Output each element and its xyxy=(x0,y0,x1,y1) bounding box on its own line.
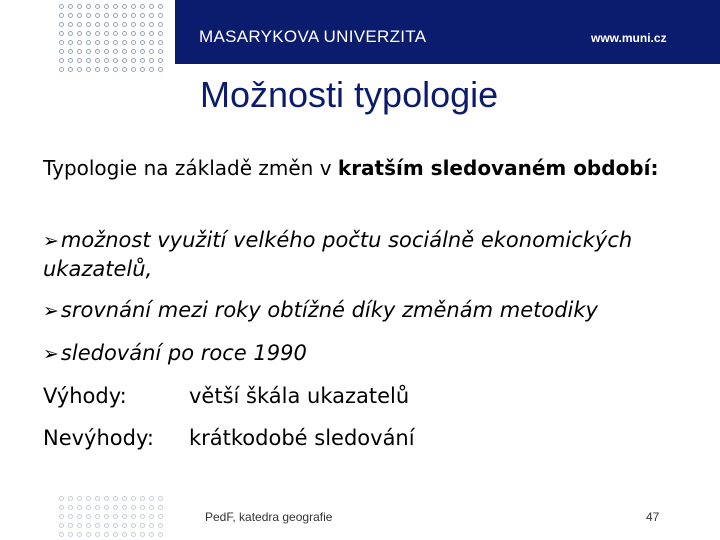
dot-icon xyxy=(86,40,91,45)
dot-icon xyxy=(122,58,127,63)
dot-icon xyxy=(158,40,163,45)
dot-icon xyxy=(149,58,154,63)
dot-icon xyxy=(86,4,91,9)
dot-icon xyxy=(86,22,91,27)
dot-icon xyxy=(59,40,64,45)
dot-icon xyxy=(68,505,73,510)
page-number: 47 xyxy=(646,510,660,524)
dot-icon xyxy=(140,505,145,510)
dot-icon xyxy=(59,514,64,519)
dot-icon xyxy=(68,31,73,36)
dot-icon xyxy=(131,4,136,9)
dot-icon xyxy=(131,505,136,510)
dot-icon xyxy=(131,58,136,63)
dot-icon xyxy=(158,22,163,27)
dot-icon xyxy=(113,67,118,72)
bullet-text: srovnání mezi roky obtížné díky změnám metodiky xyxy=(60,298,598,322)
dot-icon xyxy=(158,67,163,72)
dot-icon xyxy=(59,13,64,18)
dot-icon xyxy=(77,514,82,519)
dot-icon xyxy=(86,13,91,18)
dot-icon xyxy=(113,532,118,537)
dot-icon xyxy=(95,505,100,510)
dot-icon xyxy=(131,49,136,54)
dot-icon xyxy=(104,58,109,63)
arrow-bullet-icon: ➢ xyxy=(43,230,59,252)
dot-icon xyxy=(86,496,91,501)
dot-icon xyxy=(68,40,73,45)
bullet-item xyxy=(43,339,693,368)
dot-icon xyxy=(59,505,64,510)
dot-pattern-top-icon xyxy=(57,2,165,74)
dot-icon xyxy=(149,532,154,537)
dot-icon xyxy=(59,496,64,501)
dot-icon xyxy=(104,13,109,18)
dot-icon xyxy=(113,523,118,528)
dot-icon xyxy=(104,40,109,45)
dot-icon xyxy=(122,4,127,9)
intro-bold: kratším sledovaném období: xyxy=(337,156,659,180)
dot-icon xyxy=(77,31,82,36)
dot-icon xyxy=(59,49,64,54)
dot-icon xyxy=(104,31,109,36)
dot-icon xyxy=(140,532,145,537)
dot-icon xyxy=(158,31,163,36)
dot-icon xyxy=(122,505,127,510)
dot-icon xyxy=(131,523,136,528)
dot-icon xyxy=(77,58,82,63)
dot-icon xyxy=(113,40,118,45)
dot-icon xyxy=(122,49,127,54)
dot-icon xyxy=(122,13,127,18)
intro-prefix: Typologie na základě změn v xyxy=(43,156,338,180)
bullet-item xyxy=(43,226,693,283)
dot-icon xyxy=(140,13,145,18)
dot-icon xyxy=(77,523,82,528)
dot-icon xyxy=(86,505,91,510)
dot-icon xyxy=(77,4,82,9)
dot-icon xyxy=(59,523,64,528)
dot-icon xyxy=(59,67,64,72)
dot-icon xyxy=(113,31,118,36)
advantages-label: Výhody: xyxy=(43,384,127,408)
dot-icon xyxy=(149,523,154,528)
dot-icon xyxy=(140,67,145,72)
dot-icon xyxy=(104,514,109,519)
dot-icon xyxy=(149,13,154,18)
bullet-text: možnost využití velkého počtu sociálně ekonomických ukazatelů, xyxy=(43,228,633,281)
dot-icon xyxy=(77,496,82,501)
dot-icon xyxy=(140,58,145,63)
dot-icon xyxy=(122,40,127,45)
dot-icon xyxy=(68,58,73,63)
dot-icon xyxy=(86,31,91,36)
dot-icon xyxy=(68,4,73,9)
dot-icon xyxy=(140,49,145,54)
dot-icon xyxy=(113,505,118,510)
dot-icon xyxy=(95,4,100,9)
dot-icon xyxy=(104,49,109,54)
dot-icon xyxy=(131,496,136,501)
dot-icon xyxy=(158,13,163,18)
intro-text xyxy=(43,155,683,182)
slide-title: Možnosti typologie xyxy=(200,74,499,115)
dot-icon xyxy=(122,514,127,519)
dot-icon xyxy=(158,49,163,54)
dot-icon xyxy=(86,532,91,537)
university-name: MASARYKOVA UNIVERZITA xyxy=(199,27,427,46)
dot-icon xyxy=(86,67,91,72)
dot-icon xyxy=(68,22,73,27)
dot-icon xyxy=(104,523,109,528)
dot-icon xyxy=(77,22,82,27)
dot-icon xyxy=(59,31,64,36)
disadvantages-value: krátkodobé sledování xyxy=(189,426,415,450)
dot-icon xyxy=(122,532,127,537)
arrow-bullet-icon: ➢ xyxy=(43,300,59,322)
dot-icon xyxy=(59,58,64,63)
dot-icon xyxy=(95,514,100,519)
dot-icon xyxy=(140,496,145,501)
dot-icon xyxy=(158,4,163,9)
dot-icon xyxy=(140,40,145,45)
dot-icon xyxy=(158,58,163,63)
dot-icon xyxy=(104,505,109,510)
dot-icon xyxy=(77,67,82,72)
dot-icon xyxy=(104,4,109,9)
dot-icon xyxy=(158,514,163,519)
dot-icon xyxy=(95,31,100,36)
dot-icon xyxy=(149,40,154,45)
dot-icon xyxy=(131,40,136,45)
dot-icon xyxy=(95,523,100,528)
dot-icon xyxy=(122,31,127,36)
dot-icon xyxy=(131,532,136,537)
dot-icon xyxy=(68,514,73,519)
dot-icon xyxy=(149,49,154,54)
dot-icon xyxy=(122,523,127,528)
dot-pattern-bottom-icon xyxy=(57,494,165,539)
dot-icon xyxy=(68,523,73,528)
dot-icon xyxy=(122,496,127,501)
dot-icon xyxy=(158,532,163,537)
advantages-value: větší škála ukazatelů xyxy=(189,384,410,408)
dot-icon xyxy=(68,67,73,72)
dot-icon xyxy=(140,31,145,36)
dot-icon xyxy=(95,496,100,501)
dot-icon xyxy=(149,22,154,27)
dot-icon xyxy=(131,13,136,18)
dot-icon xyxy=(158,523,163,528)
dot-icon xyxy=(113,13,118,18)
dot-icon xyxy=(149,4,154,9)
dot-icon xyxy=(113,49,118,54)
website-link[interactable]: www.muni.cz xyxy=(591,31,667,45)
dot-icon xyxy=(95,67,100,72)
dot-icon xyxy=(140,514,145,519)
dot-icon xyxy=(77,505,82,510)
dot-icon xyxy=(95,49,100,54)
dot-icon xyxy=(68,496,73,501)
dot-icon xyxy=(86,514,91,519)
dot-icon xyxy=(59,532,64,537)
dot-icon xyxy=(104,22,109,27)
dot-icon xyxy=(140,4,145,9)
dot-icon xyxy=(113,514,118,519)
dot-icon xyxy=(131,514,136,519)
bullet-text: sledování po roce 1990 xyxy=(60,341,307,365)
dot-icon xyxy=(149,496,154,501)
arrow-bullet-icon: ➢ xyxy=(43,343,59,365)
dot-icon xyxy=(86,49,91,54)
bullet-item xyxy=(43,296,693,325)
dot-icon xyxy=(122,67,127,72)
dot-icon xyxy=(131,31,136,36)
dot-icon xyxy=(149,31,154,36)
dot-icon xyxy=(113,4,118,9)
dot-icon xyxy=(77,40,82,45)
dot-icon xyxy=(77,13,82,18)
dot-icon xyxy=(104,496,109,501)
dot-icon xyxy=(95,40,100,45)
dot-icon xyxy=(95,532,100,537)
dot-icon xyxy=(77,532,82,537)
dot-icon xyxy=(95,22,100,27)
dot-icon xyxy=(59,22,64,27)
dot-icon xyxy=(113,22,118,27)
dot-icon xyxy=(122,22,127,27)
dot-icon xyxy=(77,49,82,54)
dot-icon xyxy=(131,67,136,72)
dot-icon xyxy=(140,22,145,27)
disadvantages-label: Nevýhody: xyxy=(43,426,154,450)
dot-icon xyxy=(68,532,73,537)
dot-icon xyxy=(104,67,109,72)
dot-icon xyxy=(86,58,91,63)
dot-icon xyxy=(158,505,163,510)
dot-icon xyxy=(140,523,145,528)
dot-icon xyxy=(86,523,91,528)
dot-icon xyxy=(149,505,154,510)
dot-icon xyxy=(95,58,100,63)
dot-icon xyxy=(104,532,109,537)
dot-icon xyxy=(131,22,136,27)
dot-icon xyxy=(95,13,100,18)
dot-icon xyxy=(68,13,73,18)
dot-icon xyxy=(113,58,118,63)
dot-icon xyxy=(113,496,118,501)
dot-icon xyxy=(68,49,73,54)
footer-text: PedF, katedra geografie xyxy=(205,510,333,524)
dot-icon xyxy=(158,496,163,501)
dot-icon xyxy=(149,67,154,72)
dot-icon xyxy=(59,4,64,9)
dot-icon xyxy=(149,514,154,519)
